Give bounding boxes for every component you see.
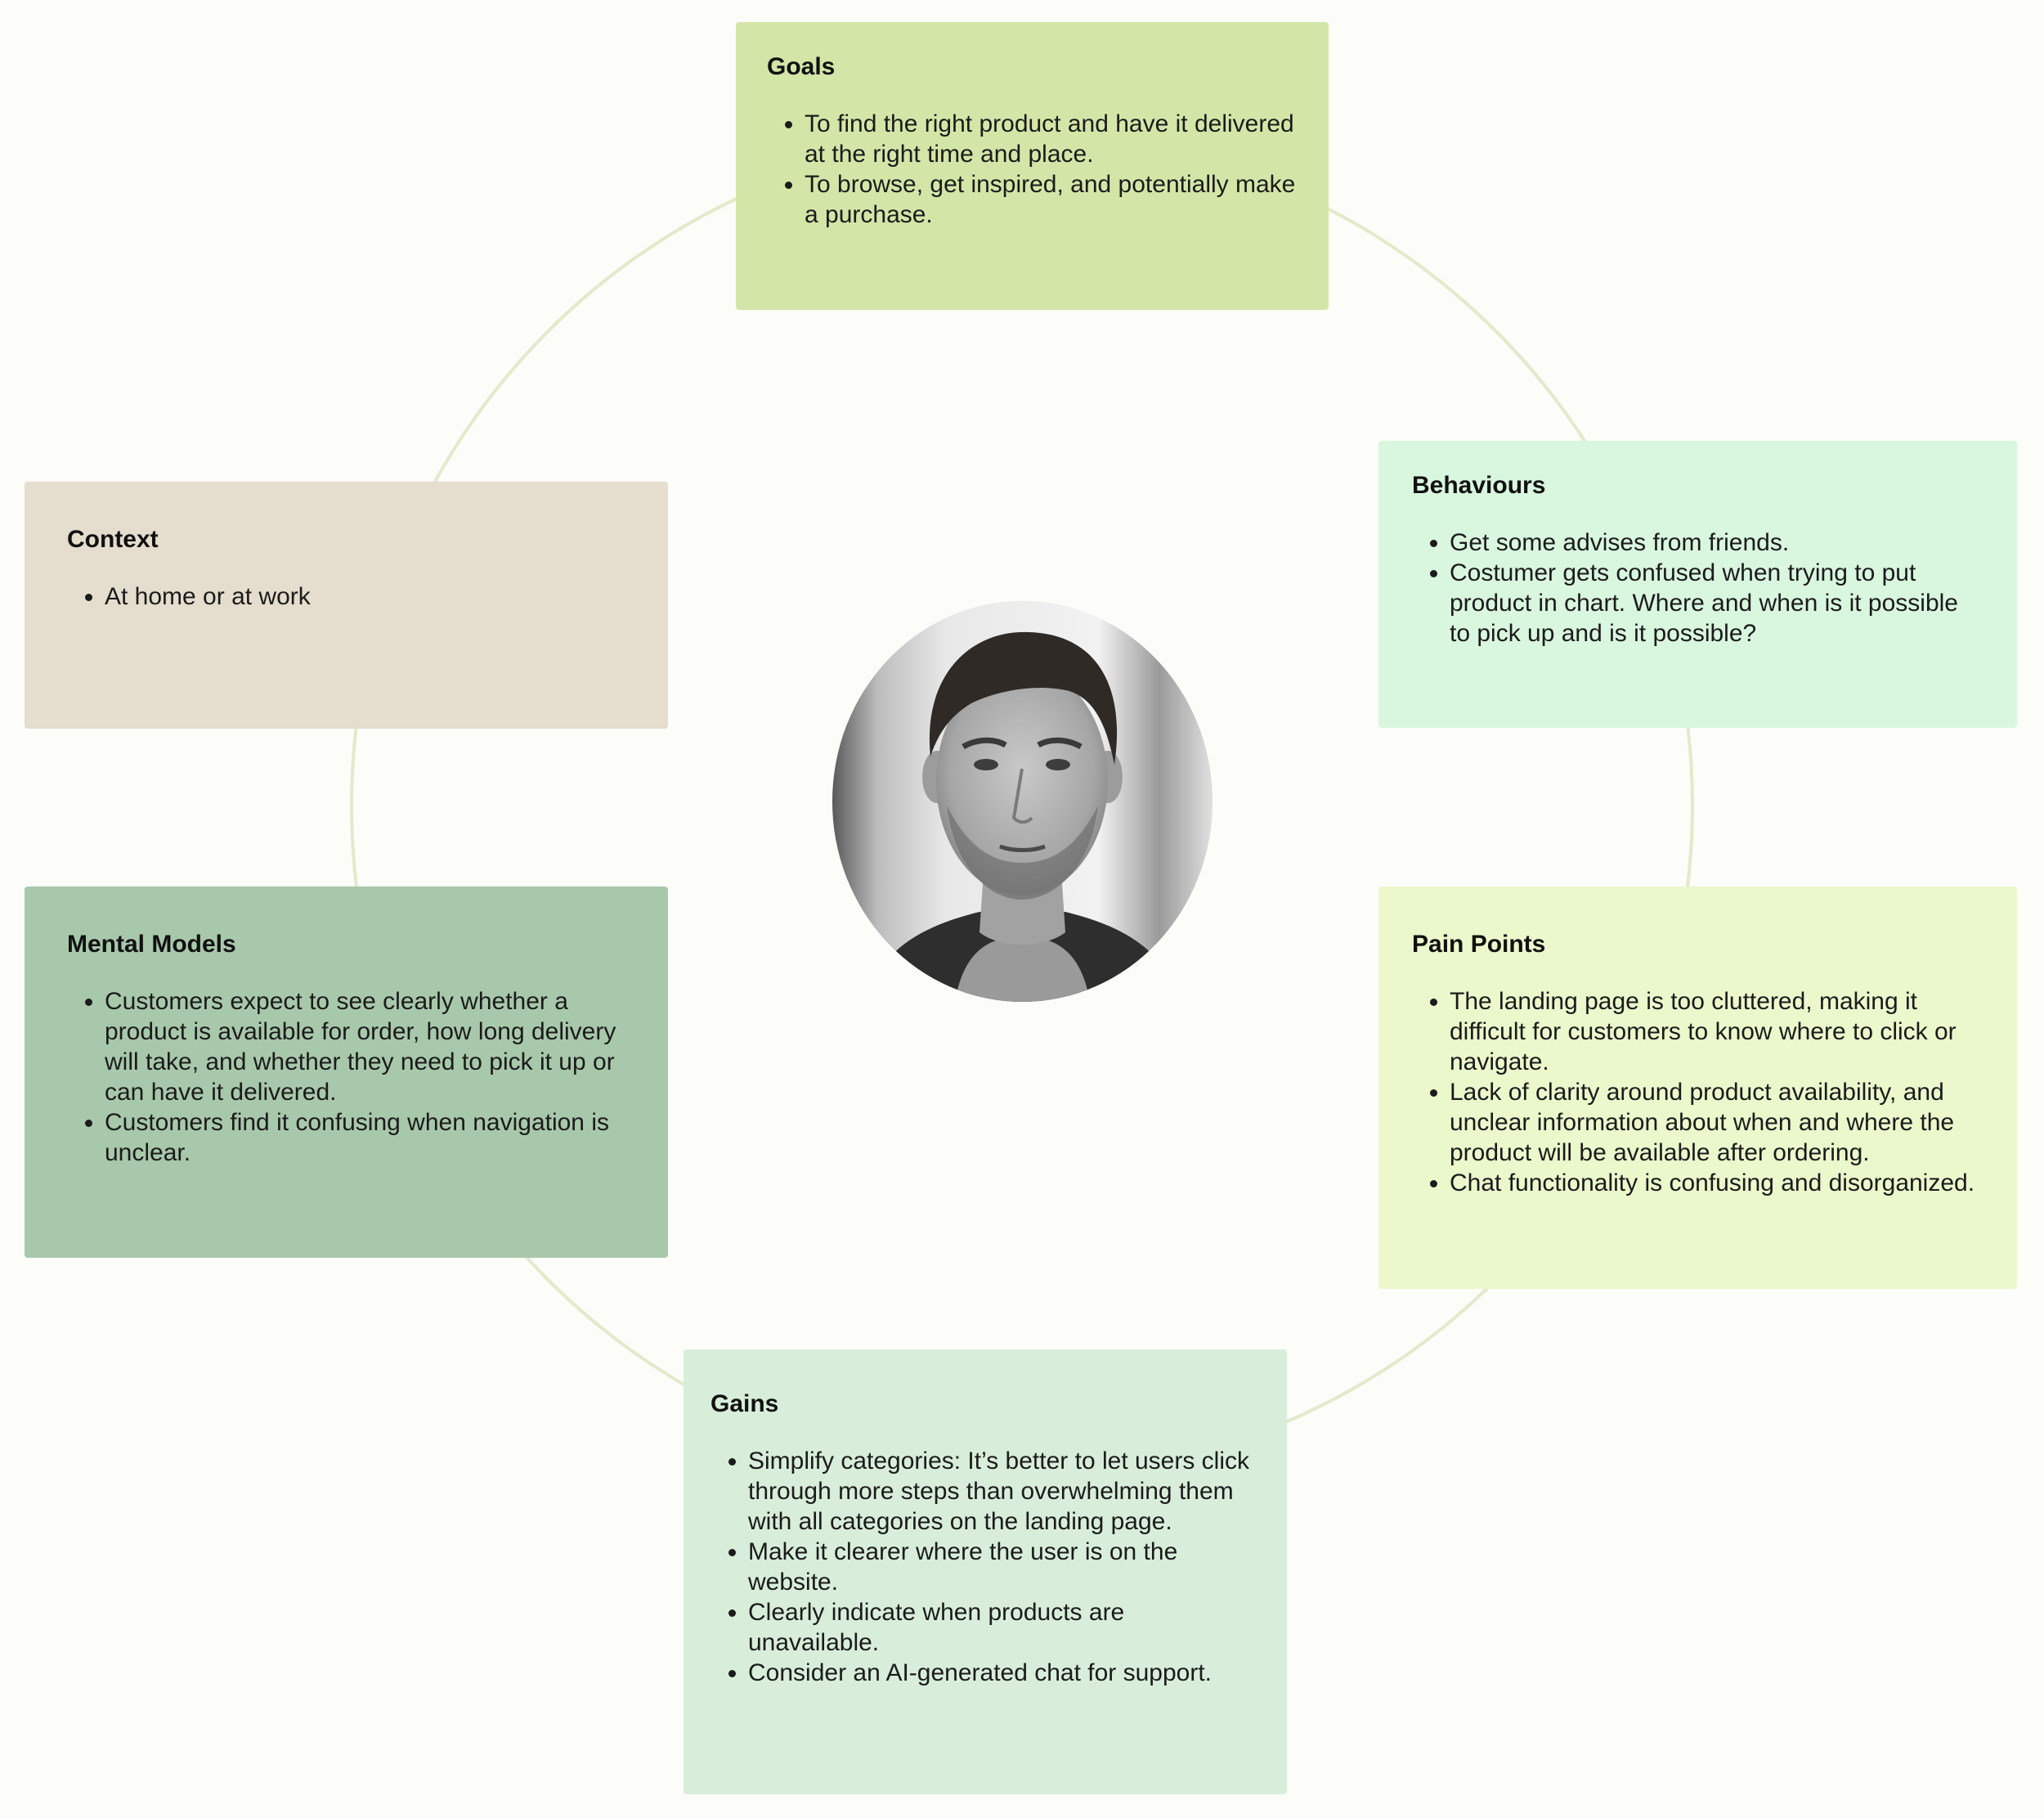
mental-models-card [25,887,668,1258]
pain-points-card [1378,887,2017,1289]
list-item: • Get some advises from friends. [1450,527,1984,558]
gains-list [710,1446,1254,1688]
behaviours-title: Behaviours [1412,472,1546,499]
goals-title: Goals [767,53,836,80]
list-item: • Customers expect to see clearly whether a product is available for order, how long delivery will take, and whether they need to pick it up or can have it delivered. [105,986,635,1107]
gains-card [684,1349,1287,1794]
mental-models-title: Mental Models [67,931,236,958]
list-item: • Make it clearer where the user is on the website. [748,1537,1254,1597]
list-item: • Clearly indicate when products are unavailable. [748,1597,1254,1658]
gains-title: Gains [710,1390,779,1417]
list-item: • The landing page is too cluttered, making it difficult for customers to know where to click or navigate. [1450,986,1984,1077]
behaviours-card [1378,441,2017,728]
list-item: • To find the right product and have it delivered at the right time and place. [805,109,1296,169]
goals-list [767,109,1296,230]
list-item: • Simplify categories: It’s better to let users click through more steps than overwhelming them with all categories on the landing page. [748,1446,1254,1537]
pain-points-list [1412,986,1984,1198]
context-list [67,581,635,612]
persona-portrait-icon [832,601,1213,1002]
list-item: • At home or at work [105,581,635,612]
pain-points-title: Pain Points [1412,931,1546,958]
context-title: Context [67,526,159,553]
mental-models-list [67,986,635,1168]
list-item: • Customers find it confusing when navigation is unclear. [105,1107,635,1168]
list-item: • Lack of clarity around product availability, and unclear information about when and where the product will be available after ordering. [1450,1077,1984,1168]
list-item: • Chat functionality is confusing and disorganized. [1450,1168,1984,1198]
list-item: • Costumer gets confused when trying to put product in chart. Where and when is it possible to pick up and is it possible? [1450,558,1984,649]
persona-avatar [832,601,1213,1002]
behaviours-list [1412,527,1984,649]
list-item: • To browse, get inspired, and potentially make a purchase. [805,169,1296,230]
goals-card [736,22,1329,310]
context-card [25,482,668,729]
list-item: • Consider an AI-generated chat for support. [748,1658,1254,1688]
